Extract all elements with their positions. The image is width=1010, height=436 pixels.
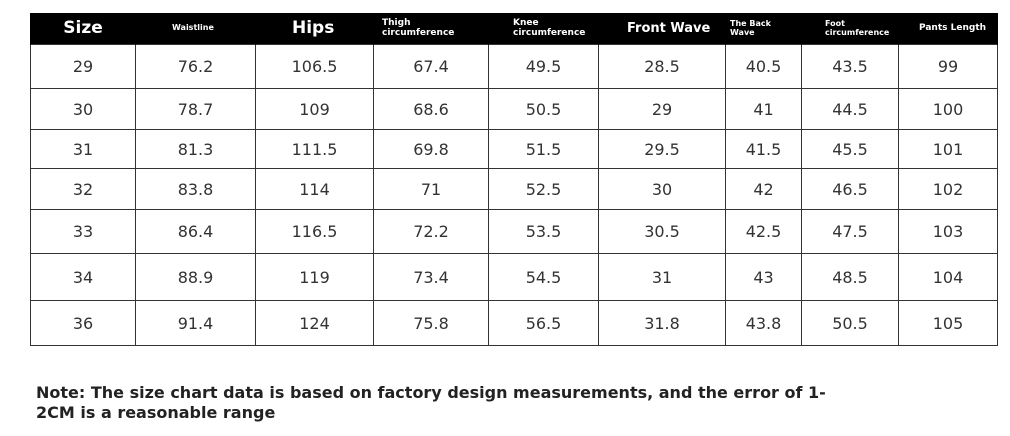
table-row bbox=[31, 45, 998, 89]
table-cell: 116.5 bbox=[256, 210, 374, 254]
table-cell: 41.5 bbox=[726, 130, 802, 169]
table-cell: 31.8 bbox=[599, 301, 726, 346]
header-thigh: Thigh circumference bbox=[374, 13, 489, 45]
table-cell: 29 bbox=[599, 89, 726, 130]
header-foot: Foot circumference bbox=[802, 13, 899, 45]
table-cell: 103 bbox=[899, 210, 998, 254]
table-cell: 33 bbox=[31, 210, 136, 254]
table-cell: 45.5 bbox=[802, 130, 899, 169]
table-row bbox=[31, 210, 998, 254]
table-cell: 48.5 bbox=[802, 254, 899, 301]
header-pants-length: Pants Length bbox=[899, 13, 998, 45]
table-cell: 68.6 bbox=[374, 89, 489, 130]
table-cell: 83.8 bbox=[136, 169, 256, 210]
table-cell: 75.8 bbox=[374, 301, 489, 346]
table-cell: 88.9 bbox=[136, 254, 256, 301]
table-cell: 81.3 bbox=[136, 130, 256, 169]
table-cell: 54.5 bbox=[489, 254, 599, 301]
table-cell: 34 bbox=[31, 254, 136, 301]
header-size: Size bbox=[31, 13, 136, 45]
size-chart-note: Note: The size chart data is based on factory design measurements, and the error of 1-2CM is a reasonable range bbox=[36, 383, 826, 422]
table-cell: 73.4 bbox=[374, 254, 489, 301]
table-cell: 67.4 bbox=[374, 45, 489, 89]
table-row bbox=[31, 169, 998, 210]
table-cell: 56.5 bbox=[489, 301, 599, 346]
table-row bbox=[31, 301, 998, 346]
table-cell: 28.5 bbox=[599, 45, 726, 89]
table-cell: 78.7 bbox=[136, 89, 256, 130]
header-front-wave: Front Wave bbox=[599, 13, 726, 45]
size-chart-table bbox=[30, 13, 998, 346]
table-cell: 105 bbox=[899, 301, 998, 346]
table-cell: 104 bbox=[899, 254, 998, 301]
table-cell: 29 bbox=[31, 45, 136, 89]
table-cell: 50.5 bbox=[802, 301, 899, 346]
table-row bbox=[31, 254, 998, 301]
table-cell: 50.5 bbox=[489, 89, 599, 130]
table-cell: 44.5 bbox=[802, 89, 899, 130]
table-cell: 72.2 bbox=[374, 210, 489, 254]
table-cell: 51.5 bbox=[489, 130, 599, 169]
table-cell: 124 bbox=[256, 301, 374, 346]
table-cell: 29.5 bbox=[599, 130, 726, 169]
table-cell: 32 bbox=[31, 169, 136, 210]
table-cell: 52.5 bbox=[489, 169, 599, 210]
table-cell: 99 bbox=[899, 45, 998, 89]
header-row bbox=[31, 13, 998, 45]
table-cell: 71 bbox=[374, 169, 489, 210]
table-cell: 43 bbox=[726, 254, 802, 301]
table-cell: 30.5 bbox=[599, 210, 726, 254]
table-cell: 46.5 bbox=[802, 169, 899, 210]
table-cell: 40.5 bbox=[726, 45, 802, 89]
table-cell: 30 bbox=[599, 169, 726, 210]
table-cell: 49.5 bbox=[489, 45, 599, 89]
table-row bbox=[31, 89, 998, 130]
table-cell: 91.4 bbox=[136, 301, 256, 346]
table-cell: 43.5 bbox=[802, 45, 899, 89]
table-cell: 102 bbox=[899, 169, 998, 210]
header-waistline: Waistline bbox=[136, 13, 256, 45]
table-cell: 41 bbox=[726, 89, 802, 130]
table-cell: 119 bbox=[256, 254, 374, 301]
table-cell: 42 bbox=[726, 169, 802, 210]
table-cell: 109 bbox=[256, 89, 374, 130]
table-cell: 42.5 bbox=[726, 210, 802, 254]
header-knee: Knee circumference bbox=[489, 13, 599, 45]
table-cell: 114 bbox=[256, 169, 374, 210]
table-cell: 86.4 bbox=[136, 210, 256, 254]
table-cell: 100 bbox=[899, 89, 998, 130]
table-cell: 111.5 bbox=[256, 130, 374, 169]
table-cell: 36 bbox=[31, 301, 136, 346]
table-cell: 47.5 bbox=[802, 210, 899, 254]
header-hips: Hips bbox=[256, 13, 374, 45]
table-cell: 106.5 bbox=[256, 45, 374, 89]
table-cell: 31 bbox=[31, 130, 136, 169]
table-cell: 53.5 bbox=[489, 210, 599, 254]
table-cell: 30 bbox=[31, 89, 136, 130]
table-row bbox=[31, 130, 998, 169]
table-cell: 69.8 bbox=[374, 130, 489, 169]
table-cell: 43.8 bbox=[726, 301, 802, 346]
header-back-wave: The Back Wave bbox=[726, 13, 802, 45]
table-cell: 31 bbox=[599, 254, 726, 301]
table-cell: 76.2 bbox=[136, 45, 256, 89]
table-cell: 101 bbox=[899, 130, 998, 169]
